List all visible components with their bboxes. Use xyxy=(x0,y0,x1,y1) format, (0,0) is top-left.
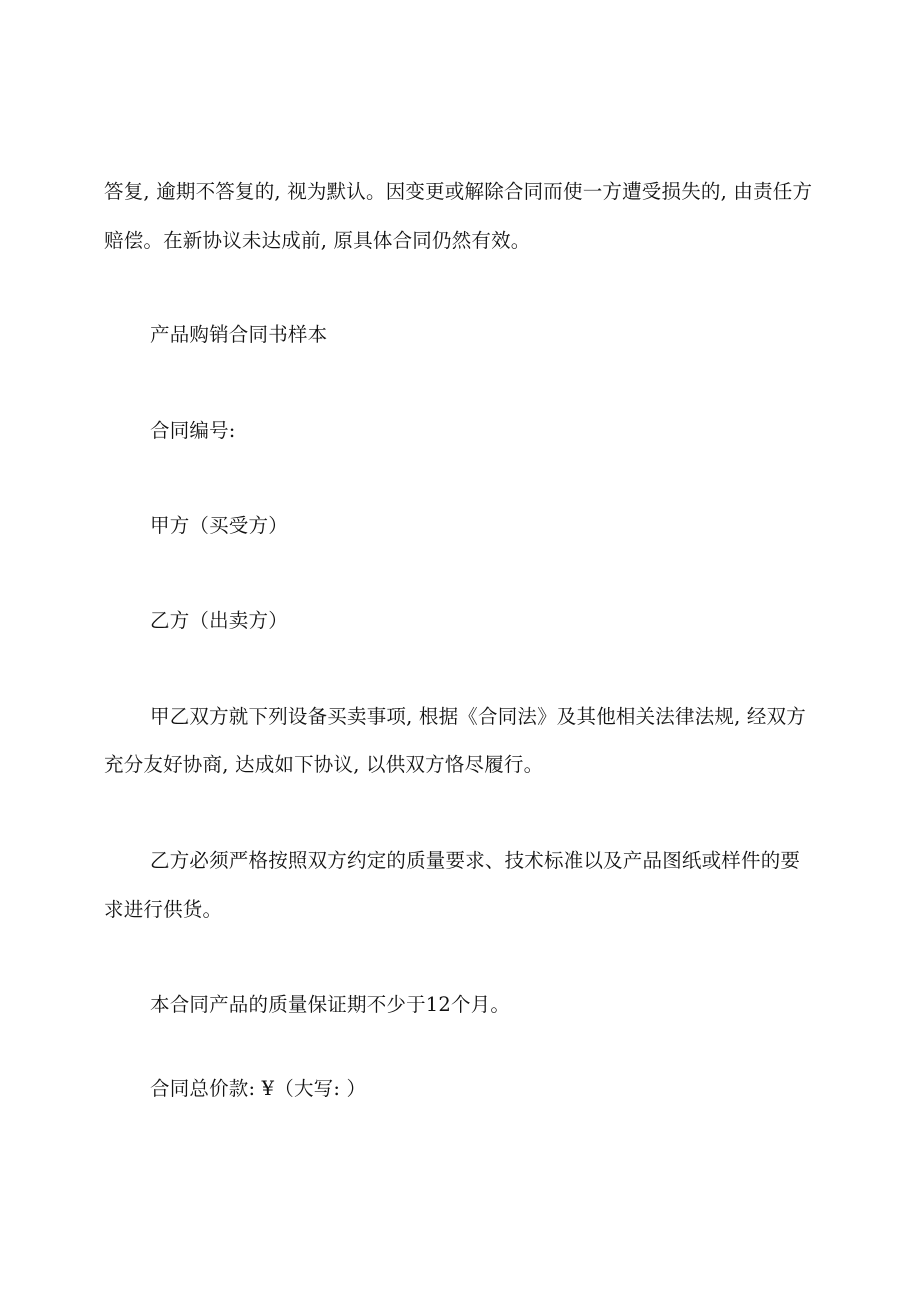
contract-number-label: 合同编号: xyxy=(150,419,236,442)
paragraph-1-line-1: 答复, 逾期不答复的, 视为默认。因变更或解除合同而使一方遭受损失的, 由责任方 xyxy=(104,180,813,203)
paragraph-7-line-1: 乙方必须严格按照双方约定的质量要求、技术标准以及产品图纸或样件的要 xyxy=(150,849,801,872)
paragraph-6-line-1: 甲乙双方就下列设备买卖事项, 根据《合同法》及其他相关法律法规, 经双方 xyxy=(150,705,806,728)
party-b-label: 乙方（出卖方） xyxy=(150,609,288,632)
total-price-line: 合同总价款: ¥（大写: ） xyxy=(150,1077,367,1100)
warranty-period-paragraph: 本合同产品的质量保证期不少于12个月。 xyxy=(150,993,511,1016)
paragraph-1-line-2: 赔偿。在新协议未达成前, 原具体合同仍然有效。 xyxy=(104,229,531,252)
contract-sample-title: 产品购销合同书样本 xyxy=(150,323,328,346)
paragraph-6-line-2: 充分友好协商, 达成如下协议, 以供双方恪尽履行。 xyxy=(104,753,544,776)
party-a-label: 甲方（买受方） xyxy=(150,514,288,537)
paragraph-7-line-2: 求进行供货。 xyxy=(104,898,223,921)
